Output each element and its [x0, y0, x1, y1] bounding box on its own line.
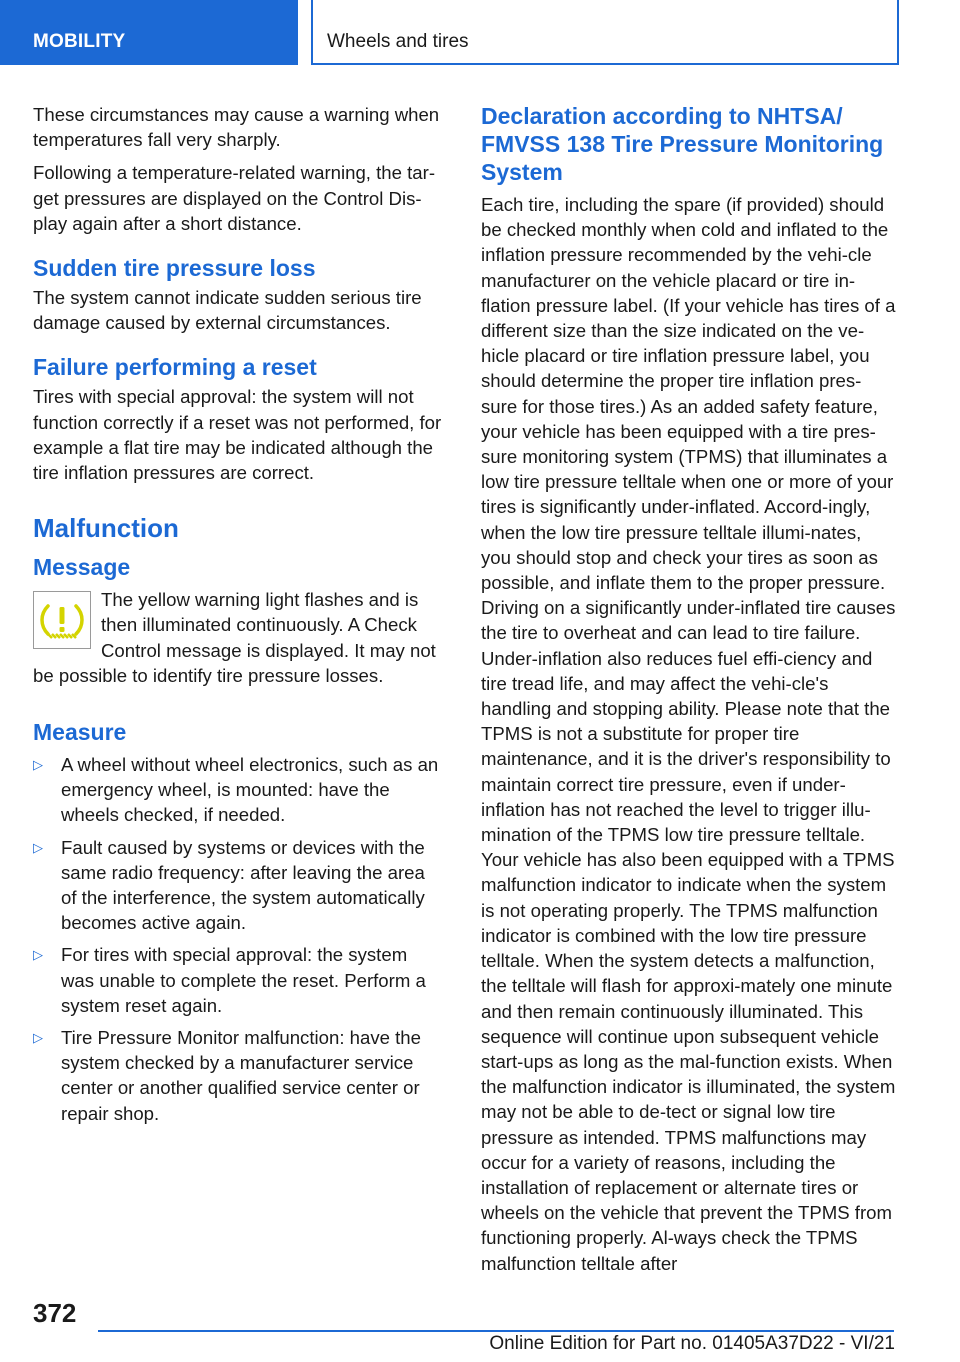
- footer-divider: [98, 1330, 894, 1332]
- list-item-text: Fault caused by systems or devices with the same radio frequency: after leaving the area of the interference, the system automatically becomes active again.: [61, 836, 425, 934]
- chapter-header: [311, 0, 899, 65]
- chapter-title: Wheels and tires: [327, 31, 469, 52]
- list-item: [33, 835, 445, 936]
- list-item-text: A wheel without wheel electronics, such as an emergency wheel, is mounted: have the wheels checked, if needed.: [61, 754, 439, 826]
- nhtsa-declaration-text: Each tire, including the spare (if provided) should be checked monthly when cold and inflated to the inflation pressure recommended by the vehi‐cle manufacturer on the vehicle placard or tire in‐flation pressure label. (If your vehicle has tires of a different size than the size indicated on the ve‐hicle placard or tire inflation pressure label, you should determine the proper tire inflation pres‐sure for those tires.) As an added safety feature, your vehicle has been equipped with a tire pres‐sure monitoring system (TPMS) that illuminates a low tire pressure telltale when one or more of your tires is significantly under-inflated. Accord‐ingly, when the low tire pressure telltale illumi‐nates, you should stop and check your tires as soon as possible, and inflate them to the proper pressure. Driving on a significantly under-inflated tire causes the tire to overheat and can lead to tire failure. Under-inflation also reduces fuel effi‐ciency and tire tread life, and may affect the vehi‐cle's handling and stopping ability. Please note that the TPMS is not a substitute for proper tire maintenance, and it is the driver's responsibility to maintain correct tire pressure, even if under-inflation has not reached the level to trigger illu‐mination of the TPMS low tire pressure telltale. Your vehicle has also been equipped with a TPMS malfunction indicator to indicate when the system is not operating properly. The TPMS malfunction indicator is combined with the low tire pressure telltale. When the system detects a malfunction, the telltale will flash for approxi‐mately one minute and then remain continuously illuminated. This sequence will continue upon subsequent vehicle start-ups as long as the mal‐function exists. When the malfunction indicator is illuminated, the system may not be able to de‐tect or signal low tire pressure as intended. TPMS malfunctions may occur for a variety of reasons, including the installation of replacement or alternate tires or wheels on the vehicle that prevent the TPMS from functioning properly. Al‐ways check the TPMS malfunction telltale after: [481, 194, 896, 1274]
- intro-paragraph-2: Following a temperature-related warning, the tar‐get pressures are displayed on the Control Dis‐play again after a short distance.: [33, 162, 436, 234]
- nhtsa-declaration-heading: Declaration according to NHTSA/ FMVSS 138 Tire Pressure Monitoring System: [481, 103, 884, 185]
- message-text: The yellow warning light flashes and is then illuminated continuously. A Check Control message is displayed. It may not be possible to identify tire pressure losses.: [33, 589, 436, 686]
- message-block: [33, 587, 445, 688]
- right-column: [481, 102, 896, 1284]
- message-heading: Message: [33, 554, 131, 581]
- list-item: [33, 1025, 445, 1126]
- list-item-text: For tires with special approval: the system was unable to complete the reset. Perform a system reset again.: [61, 944, 426, 1016]
- page-number: 372: [33, 1298, 77, 1328]
- triangle-bullet-icon: ▷: [33, 1030, 43, 1046]
- list-item: [33, 752, 445, 828]
- intro-paragraph-1: These circumstances may cause a warning when temperatures fall very sharply.: [33, 104, 440, 151]
- edition-footer: Online Edition for Part no. 01405A37D22 - VI/21: [489, 1333, 895, 1354]
- reset-failure-heading: Failure performing a reset: [33, 354, 317, 381]
- list-item: [33, 942, 445, 1018]
- triangle-bullet-icon: ▷: [33, 947, 43, 963]
- triangle-bullet-icon: ▷: [33, 839, 43, 855]
- section-label: MOBILITY: [33, 31, 126, 52]
- left-column: [33, 102, 445, 1133]
- sudden-loss-heading: Sudden tire pressure loss: [33, 255, 316, 282]
- measure-list: [33, 752, 445, 1126]
- list-item-text: Tire Pressure Monitor malfunction: have the system checked by a manufacturer service center or another qualified service center or repair shop.: [61, 1027, 421, 1124]
- measure-heading: Measure: [33, 719, 127, 746]
- reset-failure-text: Tires with special approval: the system will not function correctly if a reset was not performed, for example a flat tire may be indicated although the tire inflation pressures are correct.: [33, 386, 442, 484]
- sudden-loss-text: The system cannot indicate sudden serious tire damage caused by external circumstances.: [33, 287, 422, 334]
- triangle-bullet-icon: ▷: [33, 757, 43, 773]
- malfunction-heading: Malfunction: [33, 513, 179, 544]
- section-tab: [0, 0, 298, 65]
- tire-pressure-warning-icon: [33, 591, 91, 649]
